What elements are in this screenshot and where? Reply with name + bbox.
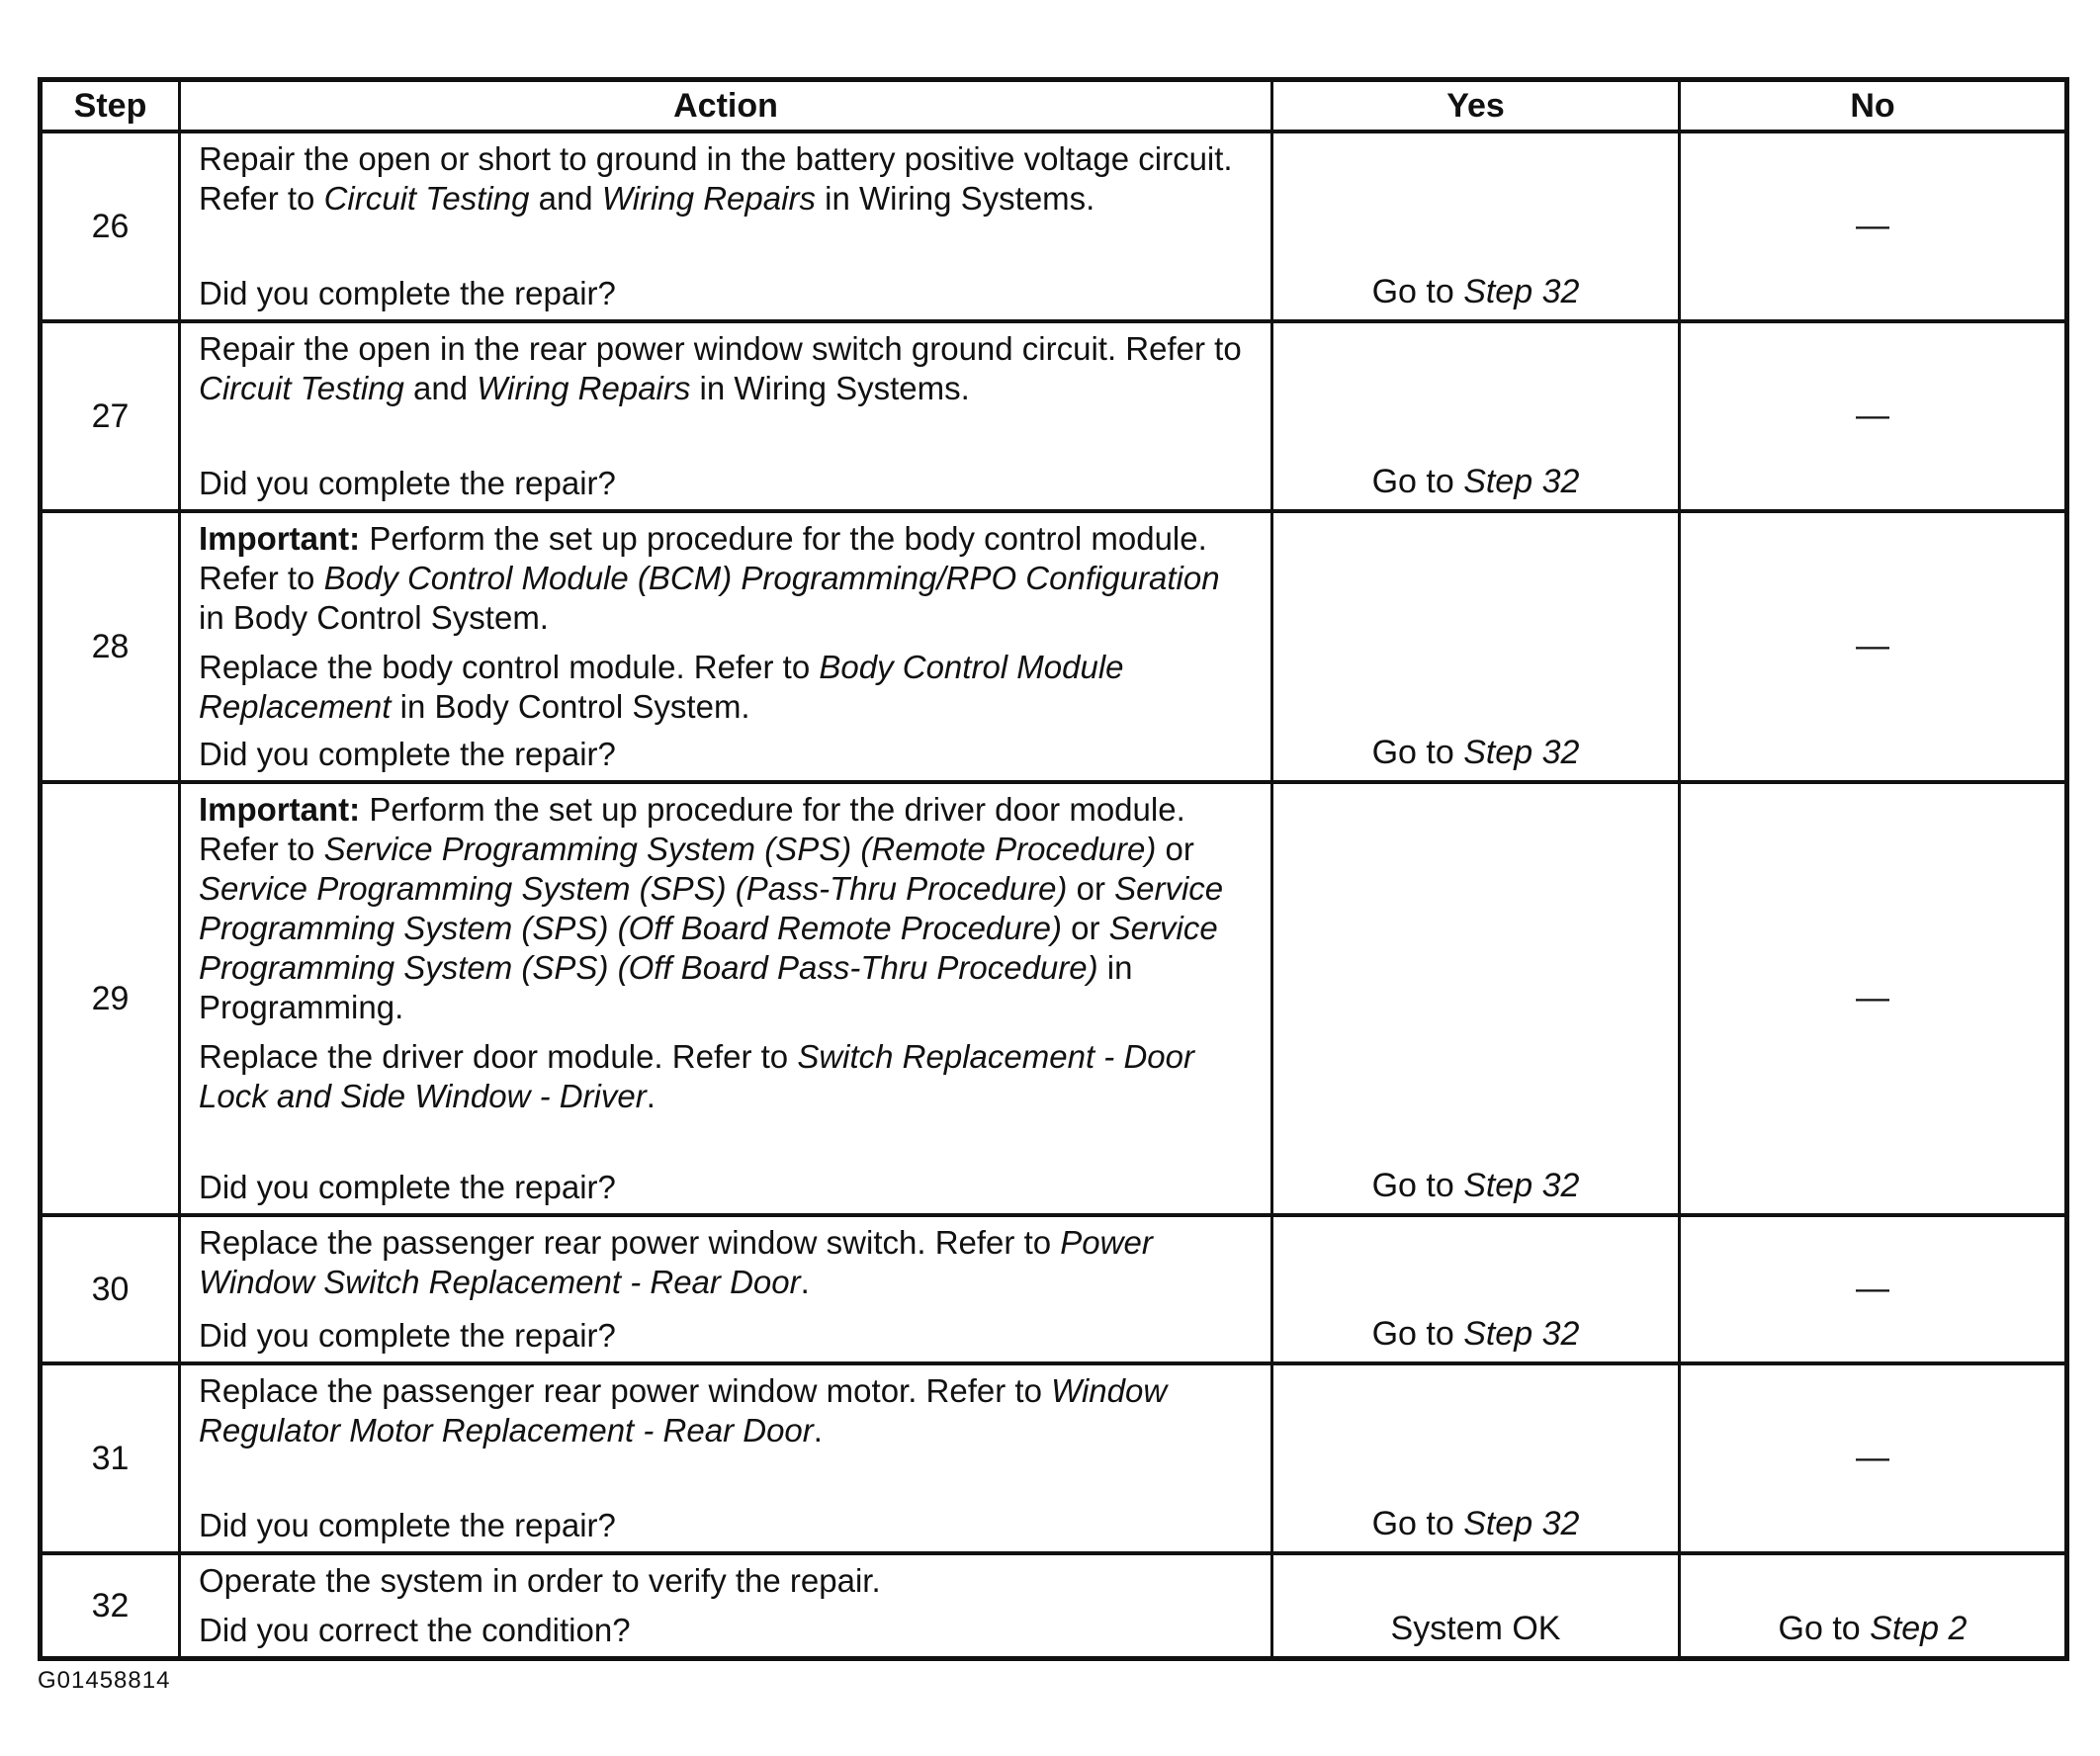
step-row-32 [41, 1553, 2067, 1659]
no-text: — [1856, 206, 1889, 244]
no-text: — [1856, 1438, 1889, 1476]
step-number: 32 [41, 1553, 180, 1659]
action-question: Did you complete the repair? [199, 465, 616, 501]
action-paragraph [199, 1223, 1253, 1302]
action-text: Operate the system in order to verify the repair. [199, 1562, 881, 1599]
action-cell [180, 1363, 1272, 1553]
action-question: Did you complete the repair? [199, 1169, 616, 1205]
no-cell [1680, 132, 2067, 321]
action-text: or [1067, 870, 1115, 907]
action-cell [180, 782, 1272, 1215]
header-no: No [1680, 80, 2067, 132]
action-question: Did you complete the repair? [199, 1507, 616, 1543]
action-text: . [800, 1264, 810, 1300]
yes-cell [1272, 132, 1680, 321]
yes-result [1372, 734, 1580, 772]
table-body [41, 132, 2067, 1659]
no-result [1856, 627, 1889, 665]
action-question: Did you complete the repair? [199, 275, 616, 311]
yes-cell [1272, 321, 1680, 511]
yes-result [1372, 1315, 1580, 1354]
step-row-30 [41, 1215, 2067, 1363]
action-reference-link[interactable]: Service Programming System (SPS) (Remote Procedure) [323, 831, 1157, 867]
action-question: Did you correct the condition? [199, 1612, 631, 1648]
action-reference-link[interactable]: Wiring Repairs [477, 370, 691, 406]
action-reference-link[interactable]: Service Programming System (SPS) (Off Board Pass-Thru Procedure) [199, 910, 1218, 986]
action-text: Repair the open or short to ground in the battery positive voltage circuit. Refer to [199, 140, 1233, 217]
header-action: Action [180, 80, 1272, 132]
no-result [1856, 979, 1889, 1017]
action-reference-link[interactable]: Service Programming System (SPS) (Pass-Thru Procedure) [199, 870, 1068, 907]
yes-text: Go to [1371, 463, 1464, 500]
no-text: — [1856, 626, 1889, 664]
step-number: 27 [41, 321, 180, 511]
step-row-27 [41, 321, 2067, 511]
yes-reference-link[interactable]: Step 32 [1463, 1315, 1580, 1353]
header-row [41, 80, 2067, 132]
action-text: in Programming. [199, 949, 1133, 1025]
yes-result [1372, 1505, 1580, 1543]
no-cell [1680, 1215, 2067, 1363]
no-result [1779, 1610, 1968, 1648]
action-text: in Body Control System. [391, 688, 750, 725]
step-row-26 [41, 132, 2067, 321]
no-result [1856, 396, 1889, 435]
action-reference-link[interactable]: Wiring Repairs [601, 180, 816, 217]
action-text: Replace the passenger rear power window motor. Refer to [199, 1372, 1052, 1409]
no-reference-link[interactable]: Step 2 [1870, 1610, 1968, 1647]
action-bold-text: Important: [199, 520, 361, 557]
header-step: Step [41, 80, 180, 132]
action-text: in Wiring Systems. [690, 370, 970, 406]
yes-result [1372, 1167, 1580, 1205]
action-text: or [1061, 910, 1109, 946]
yes-result [1372, 463, 1580, 501]
action-bold-text: Important: [199, 791, 361, 828]
yes-cell [1272, 511, 1680, 782]
action-text: and [529, 180, 602, 217]
action-text: Replace the driver door module. Refer to [199, 1038, 798, 1075]
step-number: 29 [41, 782, 180, 1215]
no-text: — [1856, 978, 1889, 1016]
action-paragraph [199, 519, 1253, 638]
action-reference-link[interactable]: Circuit Testing [199, 370, 404, 406]
no-result [1856, 1270, 1889, 1308]
no-cell [1680, 1553, 2067, 1659]
action-reference-link[interactable]: Window Regulator Motor Replacement - Rear Door [199, 1372, 1168, 1449]
action-reference-link[interactable]: Service Programming System (SPS) (Off Board Remote Procedure) [199, 870, 1224, 946]
action-paragraph [199, 1037, 1253, 1116]
yes-reference-link[interactable]: Step 32 [1463, 734, 1580, 771]
yes-reference-link[interactable]: Step 32 [1463, 273, 1580, 310]
step-row-28 [41, 511, 2067, 782]
no-cell [1680, 511, 2067, 782]
yes-reference-link[interactable]: Step 32 [1463, 463, 1580, 500]
action-reference-link[interactable]: Switch Replacement - Door Lock and Side Window - Driver [199, 1038, 1194, 1114]
yes-text: Go to [1371, 1315, 1464, 1353]
action-text: in Wiring Systems. [815, 180, 1095, 217]
yes-result [1372, 273, 1580, 311]
no-cell [1680, 321, 2067, 511]
action-paragraph [199, 329, 1253, 408]
yes-cell [1272, 1553, 1680, 1659]
action-text: Replace the body control module. Refer to [199, 649, 820, 685]
no-text: — [1856, 395, 1889, 434]
no-cell [1680, 782, 2067, 1215]
action-paragraph [199, 1371, 1253, 1450]
action-paragraph [199, 648, 1253, 727]
action-reference-link[interactable]: Body Control Module (BCM) Programming/RPO Configuration [323, 560, 1220, 596]
action-text: Perform the set up procedure for the driver door module. Refer to [199, 791, 1185, 867]
step-row-31 [41, 1363, 2067, 1553]
diagnostic-table [38, 77, 2069, 1661]
action-question: Did you complete the repair? [199, 1317, 616, 1354]
action-paragraph [199, 1561, 1253, 1601]
action-reference-link[interactable]: Circuit Testing [323, 180, 530, 217]
no-text: — [1856, 1269, 1889, 1307]
action-text: or [1156, 831, 1194, 867]
yes-result [1391, 1610, 1561, 1648]
yes-text: Go to [1371, 734, 1464, 771]
action-reference-link[interactable]: Power Window Switch Replacement - Rear Door [199, 1224, 1153, 1300]
action-text: and [403, 370, 478, 406]
yes-reference-link[interactable]: Step 32 [1463, 1167, 1580, 1204]
action-question: Did you complete the repair? [199, 736, 616, 772]
action-text: . [646, 1078, 656, 1114]
no-text: Go to [1778, 1610, 1871, 1647]
step-number: 31 [41, 1363, 180, 1553]
step-number: 30 [41, 1215, 180, 1363]
action-paragraph [199, 139, 1253, 219]
action-cell [180, 1553, 1272, 1659]
action-cell [180, 1215, 1272, 1363]
yes-text: Go to [1371, 1167, 1464, 1204]
action-reference-link[interactable]: Body Control Module Replacement [199, 649, 1124, 725]
header-yes: Yes [1272, 80, 1680, 132]
yes-reference-link[interactable]: Step 32 [1463, 1505, 1580, 1542]
step-number: 26 [41, 132, 180, 321]
action-cell [180, 321, 1272, 511]
action-paragraph [199, 790, 1253, 1027]
figure-id: G01458814 [38, 1667, 171, 1694]
yes-text: Go to [1371, 273, 1464, 310]
no-cell [1680, 1363, 2067, 1553]
no-result [1856, 207, 1889, 245]
yes-cell [1272, 782, 1680, 1215]
step-row-29 [41, 782, 2067, 1215]
yes-cell [1272, 1363, 1680, 1553]
yes-cell [1272, 1215, 1680, 1363]
action-text: Replace the passenger rear power window switch. Refer to [199, 1224, 1061, 1261]
step-number: 28 [41, 511, 180, 782]
no-result [1856, 1439, 1889, 1477]
yes-text: Go to [1371, 1505, 1464, 1542]
yes-text: System OK [1390, 1610, 1561, 1647]
action-text: Repair the open in the rear power window switch ground circuit. Refer to [199, 330, 1242, 367]
action-cell [180, 132, 1272, 321]
action-cell [180, 511, 1272, 782]
action-text: . [813, 1412, 823, 1449]
action-text: Perform the set up procedure for the body control module. Refer to [199, 520, 1207, 596]
action-text: in Body Control System. [199, 599, 549, 636]
